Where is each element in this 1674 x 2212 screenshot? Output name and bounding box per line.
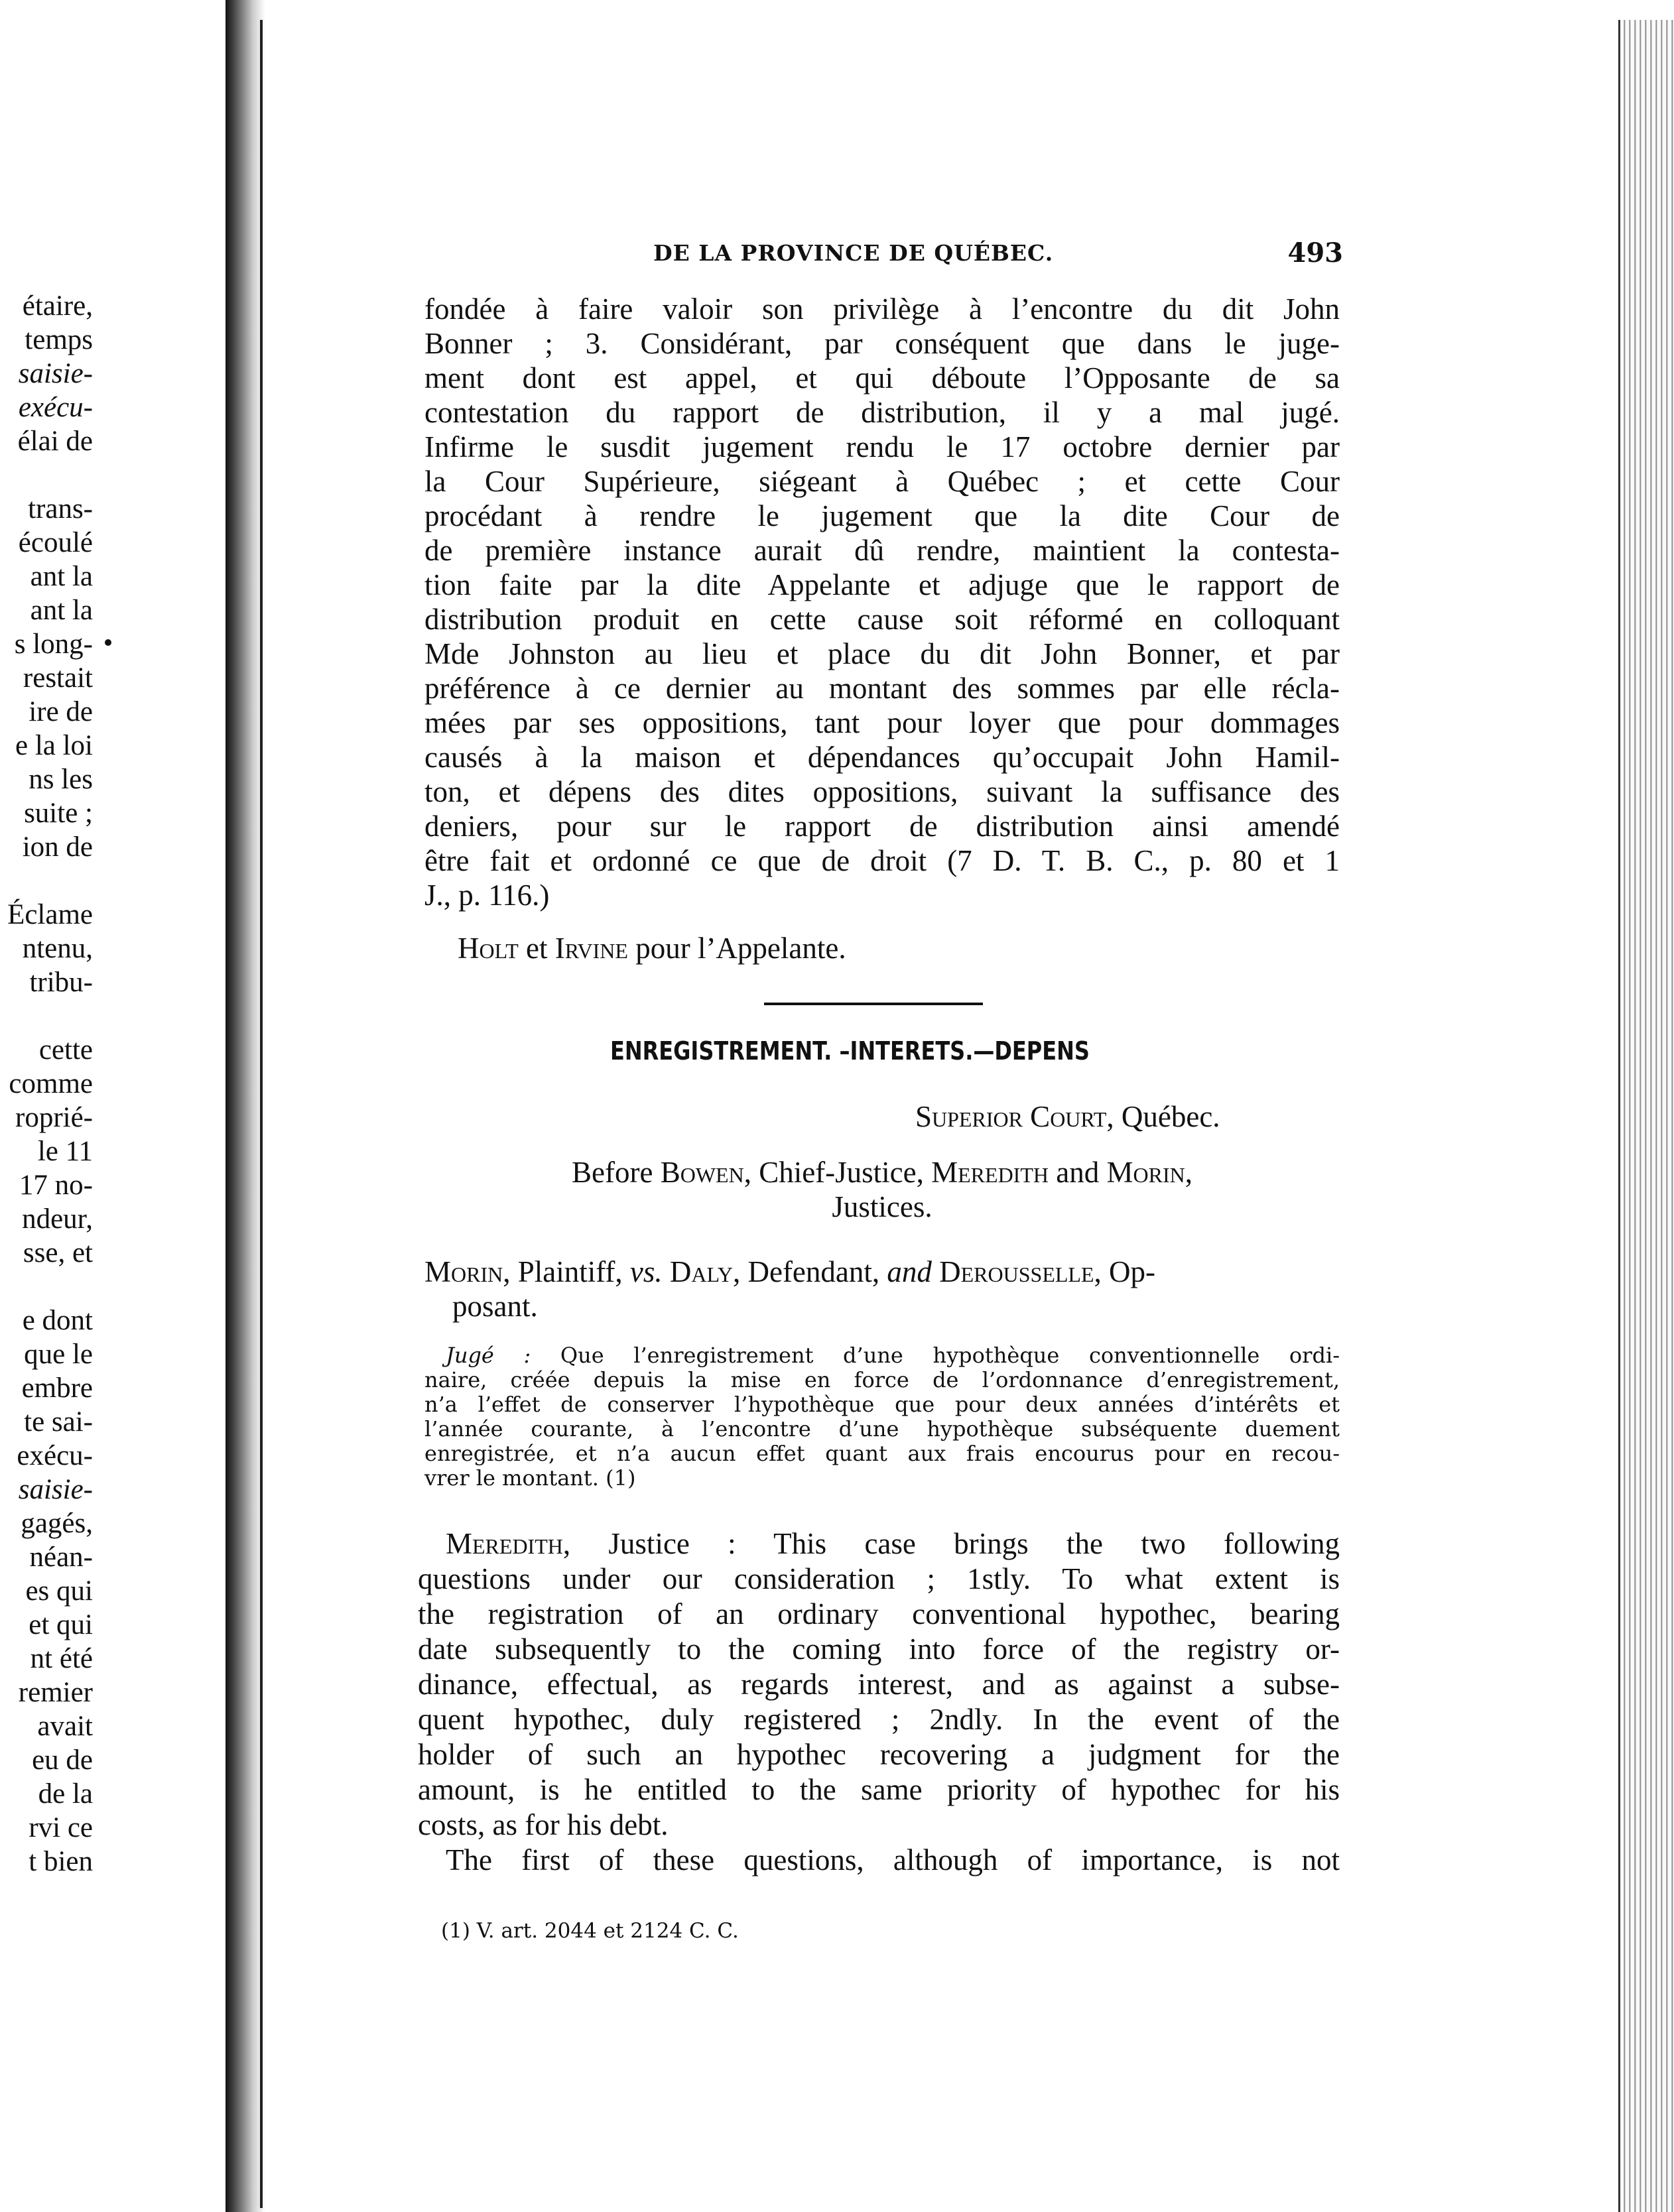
parties-line [424,1255,1340,1323]
paragraph-line: J., p. 116.) [424,879,550,912]
attorneys-line [458,931,1373,965]
facing-page-line: embre [21,1373,93,1404]
paragraph-line: causés à la maison et dépendances qu’occupait John Hamil- [424,741,1340,774]
facing-page-line: comme [9,1068,93,1099]
paragraph-line: procédant à rendre le jugement que la dite Cour de [424,499,1340,532]
facing-page-line: de la [38,1778,93,1810]
bench-line-1: Before Bowen, Chief-Justice, Meredith and Morin, [572,1156,1192,1189]
next-paragraph-line: The first of these questions, although of importance, is not [446,1843,1340,1876]
facing-page-line: exécu- [17,1440,93,1471]
paragraph-line: tion faite par la dite Appelante et adjuge que le rapport de [424,568,1340,601]
opinion-text [418,1526,1340,1878]
facing-page-line: remier [18,1677,93,1708]
case-heading: ENREGISTREMENT. –INTERETS.—DEPENS [610,1036,1090,1066]
facing-page-line: suite ; [24,798,93,829]
opinion-line: quent hypothec, duly registered ; 2ndly. In the event of the [418,1703,1340,1736]
gutter-shadow-line [260,20,263,2208]
paragraph-line: deniers, pour sur le rapport de distribution ainsi amendé [424,810,1340,843]
court-place: , Québec. [1106,1100,1220,1133]
facing-page-line: Éclame [7,899,93,930]
opinion-line: costs, as for his debt. [418,1808,669,1841]
court-name: Superior Court [915,1100,1107,1133]
facing-page-line: sse, et [23,1237,93,1268]
opinion-text-start: , Justice : This case brings the two following [562,1527,1340,1560]
opinion-line: questions under our consideration ; 1stly. To what extent is [418,1562,1340,1595]
running-header [653,237,1343,271]
facing-page-line: temps [25,324,93,355]
paragraph-line: contestation du rapport de distribution, il y a mal jugé. [424,396,1340,429]
facing-page-text [0,289,93,1878]
facing-page-line: néan- [29,1542,93,1573]
facing-page-line [0,458,93,492]
paragraph-line: Infirme le susdit jugement rendu le 17 octobre dernier par [424,430,1340,463]
headnote-line: l’année courante, à l’encontre d’une hypothèque subséquente duement [424,1416,1340,1442]
headnote-line: vrer le montant. (1) [424,1465,636,1491]
facing-page-line: ant la [30,561,93,592]
footnote: (1) V. art. 2044 et 2124 C. C. [441,1919,739,1943]
page-number: 493 [1287,237,1343,269]
facing-page-line: ntenu, [22,933,93,964]
book-gutter [225,0,265,2212]
facing-page-line: exécu- [18,392,93,423]
facing-page-line: ire de [29,696,93,727]
parties-line-2: posant. [452,1290,538,1323]
opinion-speaker: Meredith [446,1527,563,1560]
paragraph-line: ment dont est appel, et qui déboute l’Opposante de sa [424,361,1340,395]
paragraph-line: ton, et dépens des dites oppositions, suivant la suffisance des [424,775,1340,808]
facing-page-line: élai de [17,426,93,457]
facing-page-line: 17 no- [19,1170,93,1201]
facing-page-line: saisie- [18,358,93,389]
facing-page-line: e dont [22,1305,93,1336]
facing-page-line: que le [24,1339,93,1370]
facing-page-line: ndeur, [22,1203,93,1235]
attorney-names: Holt [458,932,519,965]
facing-page-line: écoulé [18,527,93,558]
parties-line-1: Morin, Plaintiff, vs. Daly, Defendant, and Derousselle, Op- [424,1255,1155,1288]
facing-page-line: et qui [29,1609,93,1640]
facing-page-line: le 11 [37,1136,93,1167]
facing-page-line: trans- [28,493,93,524]
facing-page-line: restait [23,662,93,694]
opinion-line: the registration of an ordinary conventional hypothec, bearing [418,1597,1340,1630]
court-line [915,1099,1220,1134]
running-title: DE LA PROVINCE DE QUÉBEC. [653,240,1054,266]
facing-page-line: te sai- [24,1406,93,1438]
facing-page-line [0,1270,93,1304]
facing-page-line: ns les [29,764,93,795]
facing-page-line: eu de [32,1745,93,1776]
opinion-line: holder of such an hypothec recovering a judgment for the [418,1738,1340,1771]
paragraph-line: préférence à ce dernier au montant des sommes par elle récla- [424,672,1340,705]
headnote-label: Jugé : [446,1343,560,1368]
paragraph-line: distribution produit en cette cause soit réformé en colloquant [424,603,1340,636]
section-rule [764,1003,983,1005]
facing-page-line: ion de [22,831,93,863]
opinion-line [418,1526,1340,1562]
facing-page-line: es qui [25,1575,93,1607]
stray-dot [105,639,111,646]
headnote-line: enregistrée, et n’a aucun effet quant aux frais encourus pour en recou- [424,1441,1340,1466]
facing-page-line: nt été [30,1643,93,1674]
attorney-name-2: Irvine [554,932,628,965]
facing-page-line: gagés, [21,1508,93,1539]
attorney-rest: pour l’Appelante. [627,932,846,965]
paragraph-line: de première instance aurait dû rendre, maintient la contesta- [424,534,1340,567]
paragraph-line: fondée à faire valoir son privilège à l’encontre du dit John [424,292,1340,326]
facing-page-line: e la loi [15,730,93,761]
judgment-paragraph [424,292,1340,912]
page-edges [1618,20,1674,2212]
paragraph-line: la Cour Supérieure, siégeant à Québec ; et cette Cour [424,465,1340,498]
bench-line-2: Justices. [832,1190,933,1223]
opinion-line: date subsequently to the coming into force of the registry or- [418,1632,1340,1666]
facing-page-line: étaire, [22,290,93,322]
bench-line [424,1155,1340,1224]
facing-page-line: cette [38,1034,93,1066]
facing-page-line: saisie- [18,1474,93,1505]
headnote [424,1343,1340,1491]
paragraph-line: mées par ses oppositions, tant pour loyer que pour dommages [424,706,1340,739]
paragraph-line: être fait et ordonné ce que de droit (7 D. T. B. C., p. 80 et 1 [424,844,1340,877]
facing-page-line [0,999,93,1033]
facing-page-line [0,864,93,898]
facing-page-line: ant la [30,595,93,626]
facing-page-line: t bien [29,1846,93,1877]
paragraph-line: Bonner ; 3. Considérant, par conséquent que dans le juge- [424,327,1340,360]
paragraph-line: Mde Johnston au lieu et place du dit John Bonner, et par [424,637,1340,670]
headnote-text: Que l’enregistrement d’une hypothèque conventionnelle ordi- [560,1343,1340,1368]
headnote-line: n’a l’effet de conserver l’hypothèque que pour deux années d’intérêts et [424,1392,1340,1417]
facing-page-line: roprié- [15,1102,93,1133]
facing-page-line: tribu- [29,967,93,998]
facing-page-line: avait [37,1711,93,1742]
headnote-line [424,1343,1340,1368]
headnote-line: naire, créée depuis la mise en force de l’ordonnance d’enregistrement, [424,1367,1340,1392]
facing-page-line: s long- [14,629,93,660]
opinion-line: amount, is he entitled to the same priority of hypothec for his [418,1773,1340,1806]
facing-page-line: rvi ce [29,1812,93,1843]
attorney-et: et [518,932,555,965]
opinion-line: dinance, effectual, as regards interest, and as against a subse- [418,1668,1340,1701]
